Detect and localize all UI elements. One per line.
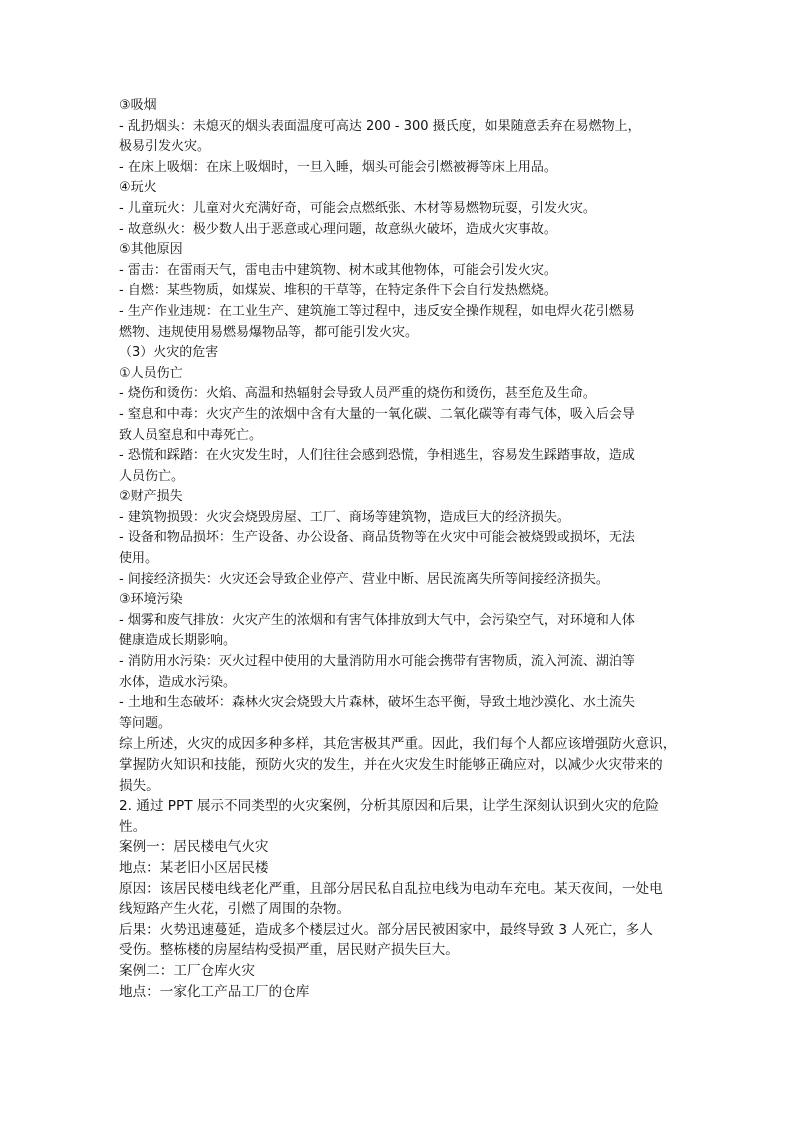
paragraph-line: - 烧伤和烫伤：火焰、高温和热辐射会导致人员严重的烧伤和烫伤，甚至危及生命。 [119,386,596,402]
section-heading-casualties: ①人员伤亡 [119,365,183,381]
numbered-item: 2. 通过 PPT 展示不同类型的火灾案例，分析其原因和后果，让学生深刻认识到火灾的危险 [119,798,660,815]
paragraph-line: 致人员窒息和中毒死亡。 [119,427,263,443]
paragraph-line: - 故意纵火：极少数人出于恶意或心理问题，故意纵火破坏，造成火灾事故。 [119,221,557,237]
paragraph-line: - 间接经济损失：火灾还会导致企业停产、营业中断、居民流离失所等间接经济损失。 [119,571,609,587]
case-title: 案例一：居民楼电气火灾 [119,839,269,856]
summary-line: 综上所述，火灾的成因多种多样，其危害极其严重。因此，我们每个人都应该增强防火意识， [119,736,677,753]
case-consequence: 受伤。整栋楼的房屋结构受损严重，居民财产损失巨大。 [119,942,459,959]
numbered-item: 性。 [119,818,147,835]
paragraph-line: - 消防用水污染：灭火过程中使用的大量消防用水可能会携带有害物质，流入河流、湖泊等 [119,654,635,670]
paragraph-line: - 恐慌和踩踏：在火灾发生时，人们往往会感到恐慌，争相逃生，容易发生踩踏事故，造成 [119,448,635,464]
case-title: 案例二：工厂仓库火灾 [119,962,255,979]
paragraph-line: - 儿童玩火：儿童对火充满好奇，可能会点燃纸张、木材等易燃物玩耍，引发火灾。 [119,200,596,216]
paragraph-line: - 在床上吸烟：在床上吸烟时，一旦入睡，烟头可能会引燃被褥等床上用品。 [119,159,557,175]
paragraph-line: 燃物、违规使用易燃易爆物品等，都可能引发火灾。 [119,324,419,340]
case-location: 地点：某老旧小区居民楼 [119,859,269,876]
summary-line: 掌握防火知识和技能，预防火灾的发生，并在火灾发生时能够正确应对，以减少火灾带来的 [119,757,663,773]
paragraph-line: 使用。 [119,551,159,567]
section-heading-pollution: ③环境污染 [119,592,183,608]
paragraph-line: - 窒息和中毒：火灾产生的浓烟中含有大量的一氧化碳、二氧化碳等有毒气体，吸入后会导 [119,406,635,422]
paragraph-line: - 自燃：某些物质，如煤炭、堆积的干草等，在特定条件下会自行发热燃烧。 [119,283,557,299]
section-heading-other-causes: ⑤其他原因 [119,242,183,258]
document-page [119,96,675,1002]
paragraph-line: 人员伤亡。 [119,468,185,484]
paragraph-line: - 设备和物品损坏：生产设备、办公设备、商品货物等在火灾中可能会被烧毁或损坏，无法 [119,530,635,546]
paragraph-line: - 建筑物损毁：火灾会烧毁房屋、工厂、商场等建筑物，造成巨大的经济损失。 [119,509,570,525]
paragraph-line: - 乱扔烟头：未熄灭的烟头表面温度可高达 200 - 300 摄氏度，如果随意丢弃在易燃物上， [119,118,641,134]
paragraph-line: 水体，造成水污染。 [119,674,237,690]
section-heading-smoking: ③吸烟 [119,98,157,113]
section-heading-playing-fire: ④玩火 [119,180,157,196]
paragraph-line: - 烟雾和废气排放：火灾产生的浓烟和有害气体排放到大气中，会污染空气，对环境和人体 [119,612,635,628]
case-cause: 原因：该居民楼电线老化严重，且部分居民私自乱拉电线为电动车充电。某天夜间，一处电 [119,880,663,897]
case-consequence: 后果：火势迅速蔓延，造成多个楼层过火。部分居民被困家中，最终导致 3 人死亡，多人 [119,921,653,938]
case-location: 地点：一家化工产品工厂的仓库 [119,983,310,1000]
paragraph-line: 等问题。 [119,715,172,731]
summary-line: 损失。 [119,777,160,794]
paragraph-line: - 土地和生态破坏：森林火灾会烧毁大片森林，破坏生态平衡，导致土地沙漠化、水土流失 [119,695,635,711]
section-heading-fire-hazards: （3）火灾的危害 [119,345,219,361]
section-heading-property-loss: ②财产损失 [119,489,183,505]
paragraph-line: - 生产作业违规：在工业生产、建筑施工等过程中，违反安全操作规程，如电焊火花引燃易 [119,303,635,319]
case-cause: 线短路产生火花，引燃了周围的杂物。 [119,901,351,918]
paragraph-line: 极易引发火灾。 [119,139,211,155]
paragraph-line: - 雷击：在雷雨天气，雷电击中建筑物、树木或其他物体，可能会引发火灾。 [119,262,557,278]
paragraph-line: 健康造成长期影响。 [119,633,237,649]
